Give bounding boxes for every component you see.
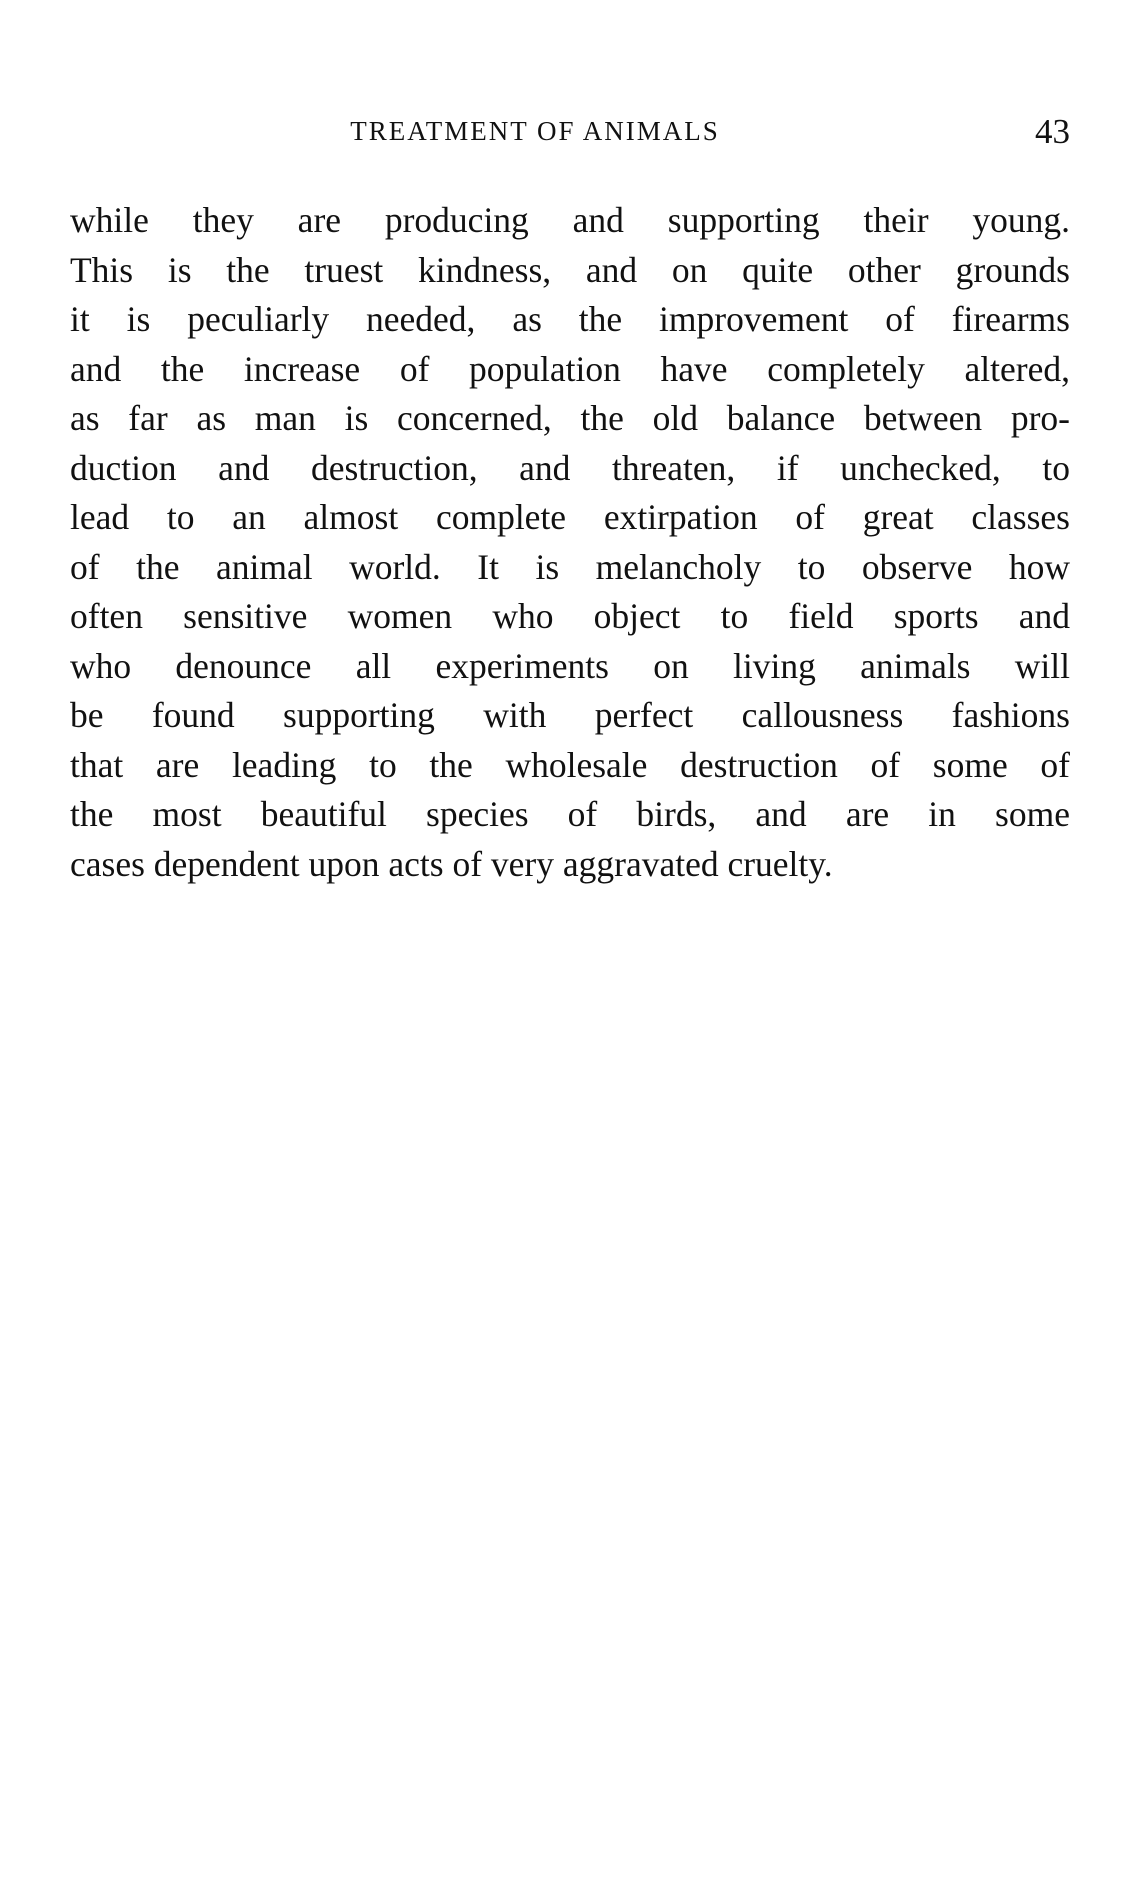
text-line: of the animal world. It is melancholy to observe how (70, 546, 1070, 587)
text-line: the most beautiful species of birds, and are in some (70, 794, 1070, 834)
running-title: TREATMENT OF ANIMALS (350, 116, 720, 146)
text-line: cases dependent upon acts of very aggravated cruelty. (70, 843, 833, 884)
page-number: 43 (1035, 112, 1070, 151)
text-line: lead to an almost complete extirpation of great classes (70, 497, 1070, 537)
running-head (70, 112, 1070, 152)
text-line: and the increase of population have completely altered, (70, 348, 1070, 389)
text-line: who denounce all experiments on living animals will (70, 645, 1070, 686)
text-line: as far as man is concerned, the old balance between pro- (70, 398, 1070, 438)
text-line: while they are producing and supporting their young. (70, 200, 1070, 240)
text-line: This is the truest kindness, and on quite other grounds (70, 249, 1070, 290)
text-line: it is peculiarly needed, as the improvement of firearms (70, 299, 1070, 339)
text-line: be found supporting with perfect callousness fashions (70, 695, 1070, 735)
text-line: duction and destruction, and threaten, if unchecked, to (70, 447, 1070, 488)
body-paragraph (70, 196, 1070, 889)
text-line: often sensitive women who object to field sports and (70, 596, 1070, 636)
text-line: that are leading to the wholesale destruction of some of (70, 744, 1070, 785)
